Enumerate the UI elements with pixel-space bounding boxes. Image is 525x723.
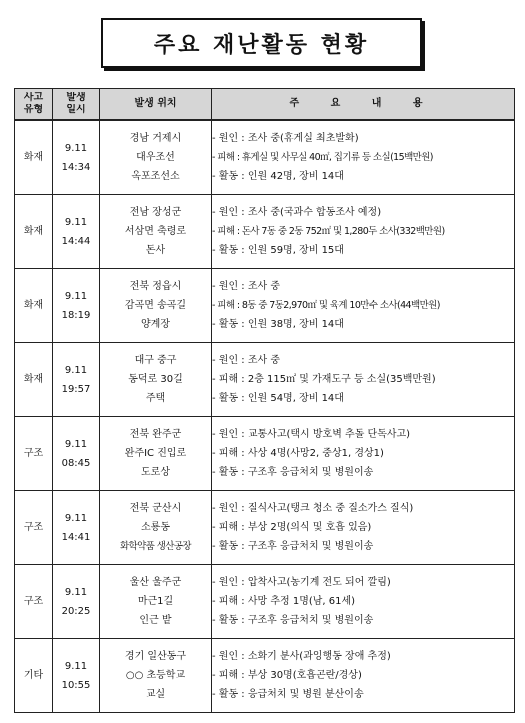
- location-line: 소룡동: [141, 522, 170, 533]
- location: [100, 639, 212, 713]
- location-line: 주택: [145, 393, 166, 404]
- damage-line: - 피해 : 8동 중 7동2,970㎡ 및 육계 10만수 소사(44백만원): [212, 300, 440, 311]
- location-line: 동덕로 30길: [128, 374, 183, 385]
- location-line: 전북 군산시: [129, 503, 182, 514]
- time: 10:55: [61, 679, 91, 691]
- location-line: 마근1길: [137, 596, 174, 607]
- occurrence-time: [53, 269, 100, 343]
- accident-type: 기타: [15, 639, 53, 713]
- cause-line: - 원인 : 압착사고(농기계 전도 되어 깔림): [212, 577, 391, 588]
- location-line: 인근 밭: [139, 615, 172, 626]
- activity-line: - 활동 : 인원 38명, 장비 14대: [212, 319, 344, 330]
- activity-line: - 활동 : 응급처치 및 병원 분산이송: [212, 689, 364, 700]
- damage-line: - 피해 : 휴게실 및 사무실 40㎡, 집기류 등 소실(15백만원): [212, 152, 433, 163]
- damage-line: - 피해 : 부상 30명(호흡곤란/경상): [212, 670, 362, 681]
- occurrence-time: [53, 565, 100, 639]
- cause-line: - 원인 : 조사 중(국과수 합동조사 예정): [212, 207, 382, 218]
- location-line: 전북 정읍시: [129, 281, 182, 292]
- header-location: 발생 위치: [100, 89, 212, 121]
- date: 9.11: [64, 142, 88, 154]
- damage-line: - 피해 : 돈사 7동 중 2동 752㎡ 및 1,280두 소사(332백만원): [212, 226, 445, 237]
- location-line: 도로상: [141, 467, 170, 478]
- cause-line: - 원인 : 소화기 분사(과잉행동 장애 추정): [212, 651, 391, 662]
- date: 9.11: [64, 512, 88, 524]
- occurrence-time: [53, 639, 100, 713]
- table-row: [15, 491, 515, 565]
- accident-type: 화재: [15, 195, 53, 269]
- accident-type: 구조: [15, 565, 53, 639]
- occurrence-time: [53, 195, 100, 269]
- occurrence-time: [53, 491, 100, 565]
- location-line: 돈사: [145, 245, 166, 256]
- date: 9.11: [64, 216, 88, 228]
- location: [100, 269, 212, 343]
- accident-type: 화재: [15, 343, 53, 417]
- location-line: 감곡면 송곡길: [124, 300, 187, 311]
- table-row: [15, 120, 515, 195]
- location-line: 경기 일산동구: [124, 651, 187, 662]
- time: 20:25: [61, 605, 91, 617]
- date: 9.11: [64, 660, 88, 672]
- header-type-line2: 유형: [23, 104, 44, 115]
- content: [212, 417, 515, 491]
- accident-type: 화재: [15, 269, 53, 343]
- table-row: [15, 195, 515, 269]
- location: [100, 195, 212, 269]
- damage-line: - 피해 : 2층 115㎡ 및 가재도구 등 소실(35백만원): [212, 374, 436, 385]
- activity-line: - 활동 : 인원 42명, 장비 14대: [212, 171, 344, 182]
- accident-type: 화재: [15, 120, 53, 195]
- location: [100, 565, 212, 639]
- cause-line: - 원인 : 조사 중(휴게실 최초발화): [212, 133, 359, 144]
- content: [212, 269, 515, 343]
- location-line: ○○ 초등학교: [125, 670, 186, 681]
- location-line: 양계장: [141, 319, 170, 330]
- header-content: 주 요 내 용: [212, 89, 515, 121]
- cause-line: - 원인 : 교통사고(택시 방호벽 추돌 단독사고): [212, 429, 411, 440]
- location-line: 서삼면 축령로: [124, 226, 187, 237]
- damage-line: - 피해 : 부상 2명(의식 및 호흡 있음): [212, 522, 372, 533]
- disaster-activity-table: [14, 88, 515, 713]
- cause-line: - 원인 : 조사 중: [212, 281, 280, 292]
- header-occurrence-time: [53, 89, 100, 121]
- location-line: 전남 장성군: [129, 207, 182, 218]
- content: [212, 195, 515, 269]
- cause-line: - 원인 : 조사 중: [212, 355, 280, 366]
- content: [212, 639, 515, 713]
- activity-line: - 활동 : 구조후 응급처치 및 병원이송: [212, 615, 374, 626]
- damage-line: - 피해 : 사망 추정 1명(남, 61세): [212, 596, 356, 607]
- location-line: 울산 울주군: [129, 577, 182, 588]
- location-line: 대우조선: [136, 152, 175, 163]
- activity-line: - 활동 : 구조후 응급처치 및 병원이송: [212, 541, 374, 552]
- location-line: 전북 완주군: [129, 429, 182, 440]
- content: [212, 120, 515, 195]
- occurrence-time: [53, 120, 100, 195]
- content: [212, 565, 515, 639]
- accident-type: 구조: [15, 417, 53, 491]
- location-line: 교실: [145, 689, 166, 700]
- table-header-row: [15, 89, 515, 121]
- table-row: [15, 639, 515, 713]
- header-time-line1: 발생: [66, 92, 86, 103]
- location-line: 완주IC 진입로: [124, 448, 187, 459]
- header-time-line2: 일시: [66, 104, 86, 115]
- activity-line: - 활동 : 인원 54명, 장비 14대: [212, 393, 344, 404]
- date: 9.11: [64, 290, 88, 302]
- occurrence-time: [53, 417, 100, 491]
- activity-line: - 활동 : 구조후 응급처치 및 병원이송: [212, 467, 374, 478]
- activity-line: - 활동 : 인원 59명, 장비 15대: [212, 245, 344, 256]
- content: [212, 343, 515, 417]
- table-row: [15, 565, 515, 639]
- time: 14:41: [61, 531, 91, 543]
- page-title: 주요 재난활동 현황: [153, 32, 370, 58]
- content: [212, 491, 515, 565]
- location-line: 대구 중구: [134, 355, 177, 366]
- date: 9.11: [64, 438, 88, 450]
- title-box: [101, 18, 422, 68]
- damage-line: - 피해 : 사상 4명(사망2, 중상1, 경상1): [212, 448, 384, 459]
- accident-type: 구조: [15, 491, 53, 565]
- table-row: [15, 417, 515, 491]
- header-accident-type: [15, 89, 53, 121]
- occurrence-time: [53, 343, 100, 417]
- header-type-line1: 사고: [23, 92, 44, 103]
- time: 14:34: [61, 161, 91, 173]
- date: 9.11: [64, 364, 88, 376]
- table-row: [15, 269, 515, 343]
- time: 08:45: [61, 457, 91, 469]
- table-row: [15, 343, 515, 417]
- time: 19:57: [61, 383, 91, 395]
- time: 18:19: [61, 309, 91, 321]
- location: [100, 417, 212, 491]
- location-line: 옥포조선소: [131, 171, 180, 182]
- date: 9.11: [64, 586, 88, 598]
- cause-line: - 원인 : 질식사고(탱크 청소 중 질소가스 질식): [212, 503, 414, 514]
- location: [100, 491, 212, 565]
- location: [100, 120, 212, 195]
- location-line: 경남 거제시: [129, 133, 182, 144]
- location-line: 화학약품 생산공장: [119, 541, 192, 552]
- time: 14:44: [61, 235, 91, 247]
- location: [100, 343, 212, 417]
